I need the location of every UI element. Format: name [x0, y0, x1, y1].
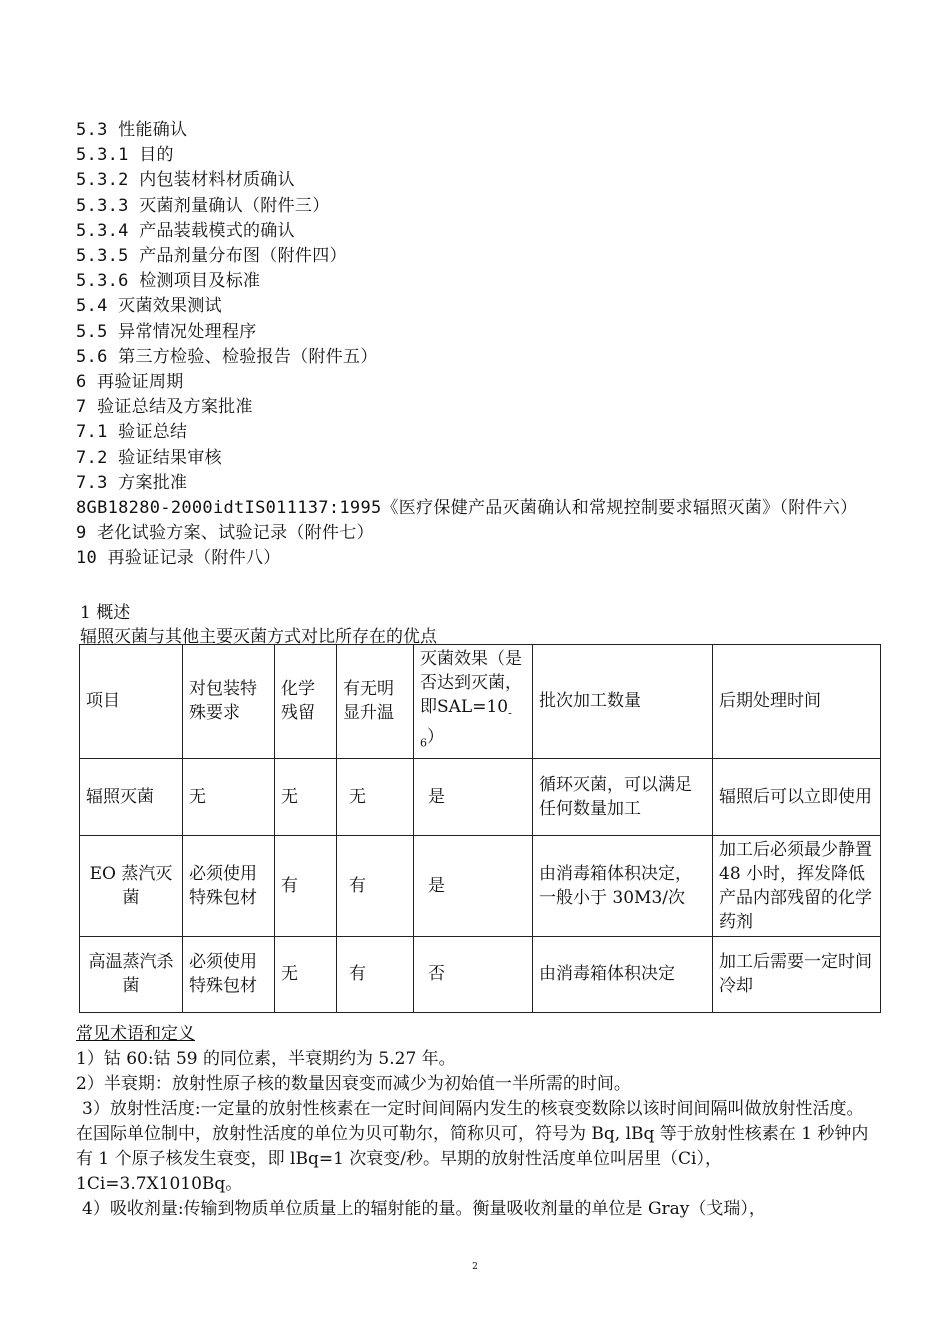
definition-item: 2）半衰期：放射性原子核的数量因衰变而减少为初始值一半所需的时间。	[76, 1074, 631, 1094]
header-cell	[414, 645, 533, 759]
header-cell-text: ）	[427, 727, 444, 748]
toc-item: 5.3.5 产品剂量分布图（附件四）	[76, 246, 347, 267]
table-row	[80, 758, 881, 835]
toc-item: 5.3.6 检测项目及标准	[76, 271, 261, 292]
comparison-table	[79, 644, 881, 1013]
table-cell: 有	[337, 835, 414, 936]
toc-item: 7 验证总结及方案批准	[76, 397, 253, 418]
table-cell: 有	[337, 936, 414, 1012]
toc-item: 5.3 性能确认	[76, 120, 188, 140]
table-cell: 否	[414, 936, 533, 1012]
header-cell: 有无明显升温	[337, 645, 414, 759]
table-cell: 是	[414, 758, 533, 835]
table-header-row	[80, 645, 881, 759]
definition-item: 4）吸收剂量:传输到物质单位质量上的辐射能的量。衡量吸收剂量的单位是 Gray（戈瑞），	[82, 1199, 766, 1219]
table-cell: 高温蒸汽杀菌	[80, 936, 183, 1012]
table-cell: 有	[275, 835, 337, 936]
toc-item: 10 再验证记录（附件八）	[76, 548, 281, 569]
toc-item: 5.3.2 内包装材料材质确认	[76, 170, 295, 191]
toc-item: 7.1 验证总结	[76, 422, 188, 443]
table-cell: 加工后需要一定时间冷却	[713, 936, 881, 1012]
toc-item: 5.3.1 目的	[76, 145, 174, 166]
table-cell: 无	[275, 758, 337, 835]
toc-item: 5.5 异常情况处理程序	[76, 321, 257, 342]
table-row	[80, 936, 881, 1012]
table-cell: 无	[337, 758, 414, 835]
table-cell: 是	[414, 835, 533, 936]
header-cell: 项目	[80, 645, 183, 759]
definitions-title: 常见术语和定义	[76, 1024, 195, 1044]
header-cell: 批次加工数量	[533, 645, 713, 759]
toc-item: 5.4 灭菌效果测试	[76, 296, 222, 317]
toc-item: 9 老化试验方案、试验记录（附件七）	[76, 523, 374, 544]
toc-item: 8GB18280-2000idtIS011137:1995《医疗保健产品灭菌确认和常规控制要求辐照灭菌》（附件六）	[76, 498, 858, 519]
table-cell: 辐照灭菌	[80, 758, 183, 835]
definitions-section	[76, 1022, 876, 1222]
toc-item: 7.2 验证结果审核	[76, 447, 222, 468]
page-number: 2	[472, 1262, 478, 1272]
definition-item: 3）放射性活度:一定量的放射性核素在一定时间间隔内发生的核衰变数除以该时间间隔叫做放射性活度。在国际单位制中，放射性活度的单位为贝可勒尔，简称贝可，符号为 Bq, lBq 等于放射性核素在 1 秒钟内有 1 个原子核发生衰变，即 lBq=1 次衰变/秒。早期的放射性活度单位叫居里（Ci），1Ci=3.7X1010Bq。	[76, 1099, 869, 1194]
table-cell: 必须使用特殊包材	[183, 936, 275, 1012]
definition-item: 1）钴 60:钴 59 的同位素，半衰期约为 5.27 年。	[76, 1049, 456, 1069]
toc-item: 5.6 第三方检验、检验报告（附件五）	[76, 346, 378, 367]
toc-item: 5.3.3 灭菌剂量确认（附件三）	[76, 195, 330, 216]
toc-item: 6 再验证周期	[76, 372, 184, 393]
toc-item: 7.3 方案批准	[76, 472, 188, 493]
table-cell: 加工后必须最少静置 48 小时，挥发降低产品内部残留的化学药剂	[713, 835, 881, 936]
table-cell: 循环灭菌，可以满足任何数量加工	[533, 758, 713, 835]
toc-item: 5.3.4 产品装载模式的确认	[76, 220, 295, 241]
table-cell: 必须使用特殊包材	[183, 835, 275, 936]
table-cell: 由消毒箱体积决定	[533, 936, 713, 1012]
section-heading: 1 概述	[80, 603, 131, 623]
table-of-contents	[76, 118, 866, 572]
header-cell: 对包装特殊要求	[183, 645, 275, 759]
table-cell: 无	[275, 936, 337, 1012]
table-cell: EO 蒸汽灭菌	[80, 835, 183, 936]
header-cell: 化学残留	[275, 645, 337, 759]
superscript-exponent: -6	[420, 706, 512, 750]
table-cell: 无	[183, 758, 275, 835]
header-cell-text: 灭菌效果（是否达到灭菌，即SAL=10	[420, 649, 522, 717]
table-caption: 辐照灭菌与其他主要灭菌方式对比所存在的优点	[80, 627, 437, 647]
table-cell: 由消毒箱体积决定，一般小于 30M3/次	[533, 835, 713, 936]
header-cell: 后期处理时间	[713, 645, 881, 759]
table-row	[80, 835, 881, 936]
table-cell: 辐照后可以立即使用	[713, 758, 881, 835]
